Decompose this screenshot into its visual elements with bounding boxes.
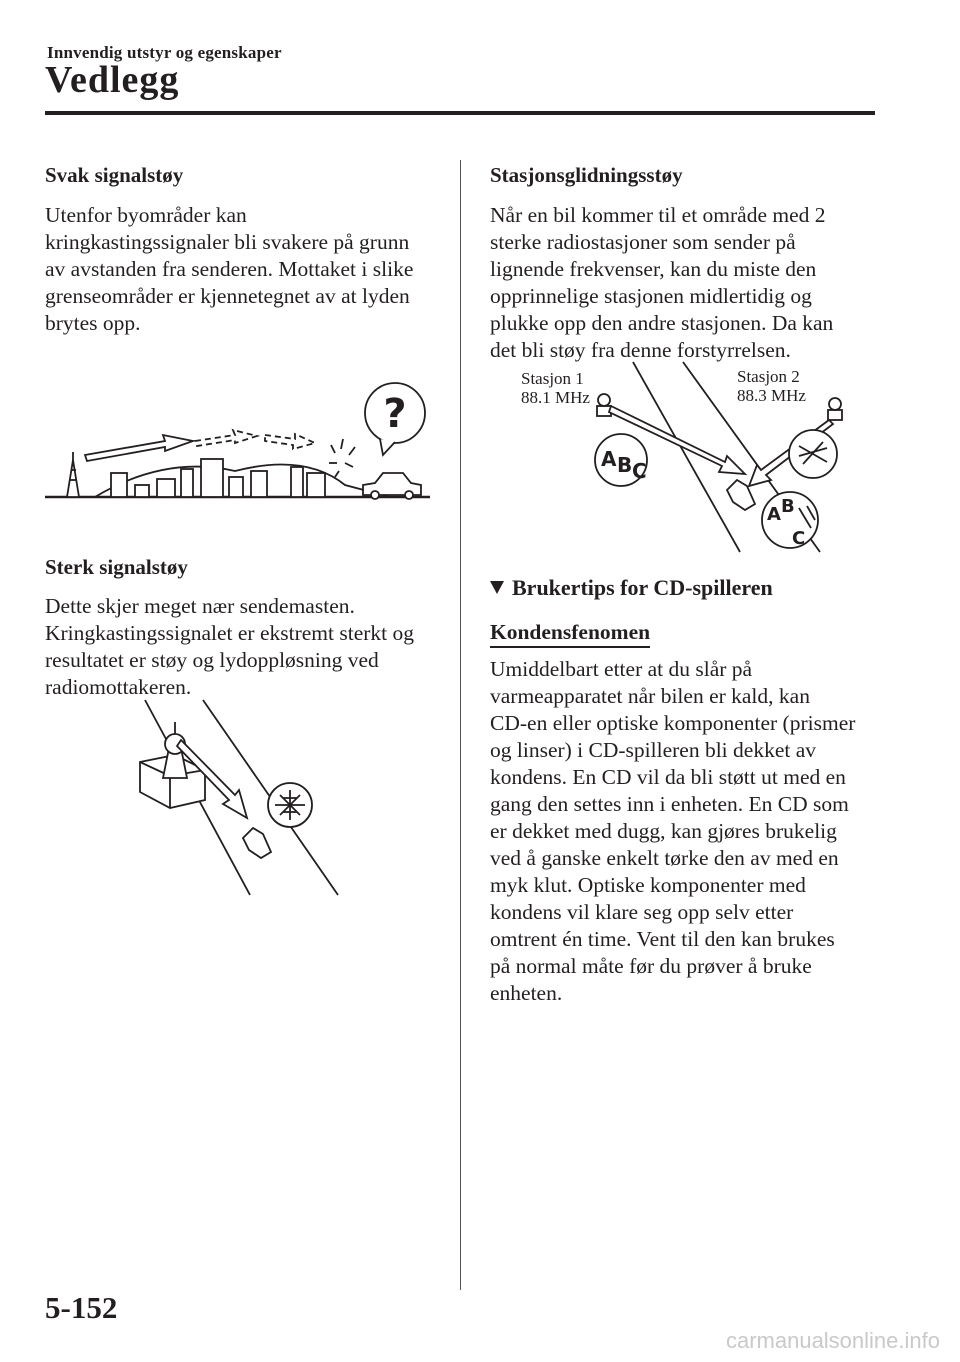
column-divider bbox=[460, 160, 461, 1290]
station-1-frequency: 88.1 MHz bbox=[521, 388, 590, 407]
text-line: brytes opp. bbox=[45, 311, 141, 335]
text-line: Umiddelbart etter at du slår på bbox=[490, 657, 753, 681]
text-line: Utenfor byområder kan bbox=[45, 203, 247, 227]
station-slide-heading: Stasjonsglidningsstøy bbox=[490, 163, 683, 187]
weak-signal-city-car-icon bbox=[45, 375, 435, 505]
weak-signal-heading: Svak signalstøy bbox=[45, 163, 184, 187]
chapter-title: Vedlegg bbox=[45, 59, 180, 101]
condensation-text bbox=[490, 656, 880, 1007]
text-line: omtrent én time. Vent til den kan brukes bbox=[490, 927, 835, 951]
text-line: myk klut. Optiske komponenter med bbox=[490, 873, 806, 897]
text-line: Når en bil kommer til et område med 2 bbox=[490, 203, 826, 227]
station-2-frequency: 88.3 MHz bbox=[737, 386, 806, 405]
abc-letter: B bbox=[617, 453, 633, 477]
text-line: CD-en eller optiske komponenter (prismer bbox=[490, 711, 856, 735]
station-2-name: Stasjon 2 bbox=[737, 367, 800, 386]
abc-letter: C bbox=[792, 528, 806, 549]
text-line: enheten. bbox=[490, 981, 563, 1005]
cd-tips-heading bbox=[490, 575, 773, 601]
strong-signal-heading: Sterk signalstøy bbox=[45, 555, 188, 579]
station-slide-diagram-icon bbox=[585, 362, 840, 557]
text-line: og linser) i CD-spilleren bli dekket av bbox=[490, 738, 817, 762]
breadcrumb: Innvendig utstyr og egenskaper bbox=[47, 43, 282, 62]
text-line: gang den settes inn i enheten. En CD som bbox=[490, 792, 849, 816]
page-number: 5-152 bbox=[45, 1290, 118, 1325]
text-line: kringkastingssignaler bli svakere på grunn bbox=[45, 230, 410, 254]
abc-letter: A bbox=[767, 504, 781, 525]
text-line: på normal måte før du prøver å bruke bbox=[490, 954, 812, 978]
station-slide-text bbox=[490, 202, 880, 364]
text-line: kondens. En CD vil da bli støtt ut med en bbox=[490, 765, 846, 789]
text-line: opprinnelige stasjonen midlertidig og bbox=[490, 284, 812, 308]
text-line: Dette skjer meget nær sendemasten. bbox=[45, 594, 355, 618]
text-line: kondens vil klare seg opp selv etter bbox=[490, 900, 794, 924]
cd-tips-heading-text: Brukertips for CD-spilleren bbox=[512, 575, 773, 600]
station-1-name: Stasjon 1 bbox=[521, 369, 584, 388]
condensation-subheading: Kondensfenomen bbox=[490, 620, 650, 648]
text-line: lignende frekvenser, kan du miste den bbox=[490, 257, 817, 281]
text-line: resultatet er støy og lydoppløsning ved bbox=[45, 648, 379, 672]
abc-letter: A bbox=[601, 447, 617, 471]
svg-text:?: ? bbox=[383, 391, 407, 437]
text-line: varmeapparatet når bilen er kald, kan bbox=[490, 684, 810, 708]
strong-signal-text bbox=[45, 593, 450, 701]
text-line: grenseområder er kjennetegnet av at lyden bbox=[45, 284, 410, 308]
text-line: plukke opp den andre stasjonen. Da kan bbox=[490, 311, 834, 335]
strong-signal-tower-car-icon bbox=[135, 700, 345, 900]
weak-signal-text bbox=[45, 202, 445, 337]
text-line: Kringkastingssignalet er ekstremt sterkt og bbox=[45, 621, 415, 645]
text-line: av avstanden fra senderen. Mottaket i slike bbox=[45, 257, 414, 281]
text-line: sterke radiostasjoner som sender på bbox=[490, 230, 796, 254]
text-line: det bli støy fra denne forstyrrelsen. bbox=[490, 338, 791, 362]
text-line: radiomottakeren. bbox=[45, 675, 192, 699]
station-1-label bbox=[521, 369, 590, 407]
text-line: ved å ganske enkelt tørke den av med en bbox=[490, 846, 839, 870]
text-line: er dekket med dugg, kan gjøres brukelig bbox=[490, 819, 837, 843]
watermark: carmanualsonline.info bbox=[725, 1328, 940, 1353]
triangle-bullet-icon bbox=[490, 581, 504, 594]
header-rule bbox=[45, 111, 875, 115]
abc-letter: B bbox=[781, 496, 795, 517]
abc-letter: C bbox=[632, 459, 647, 483]
